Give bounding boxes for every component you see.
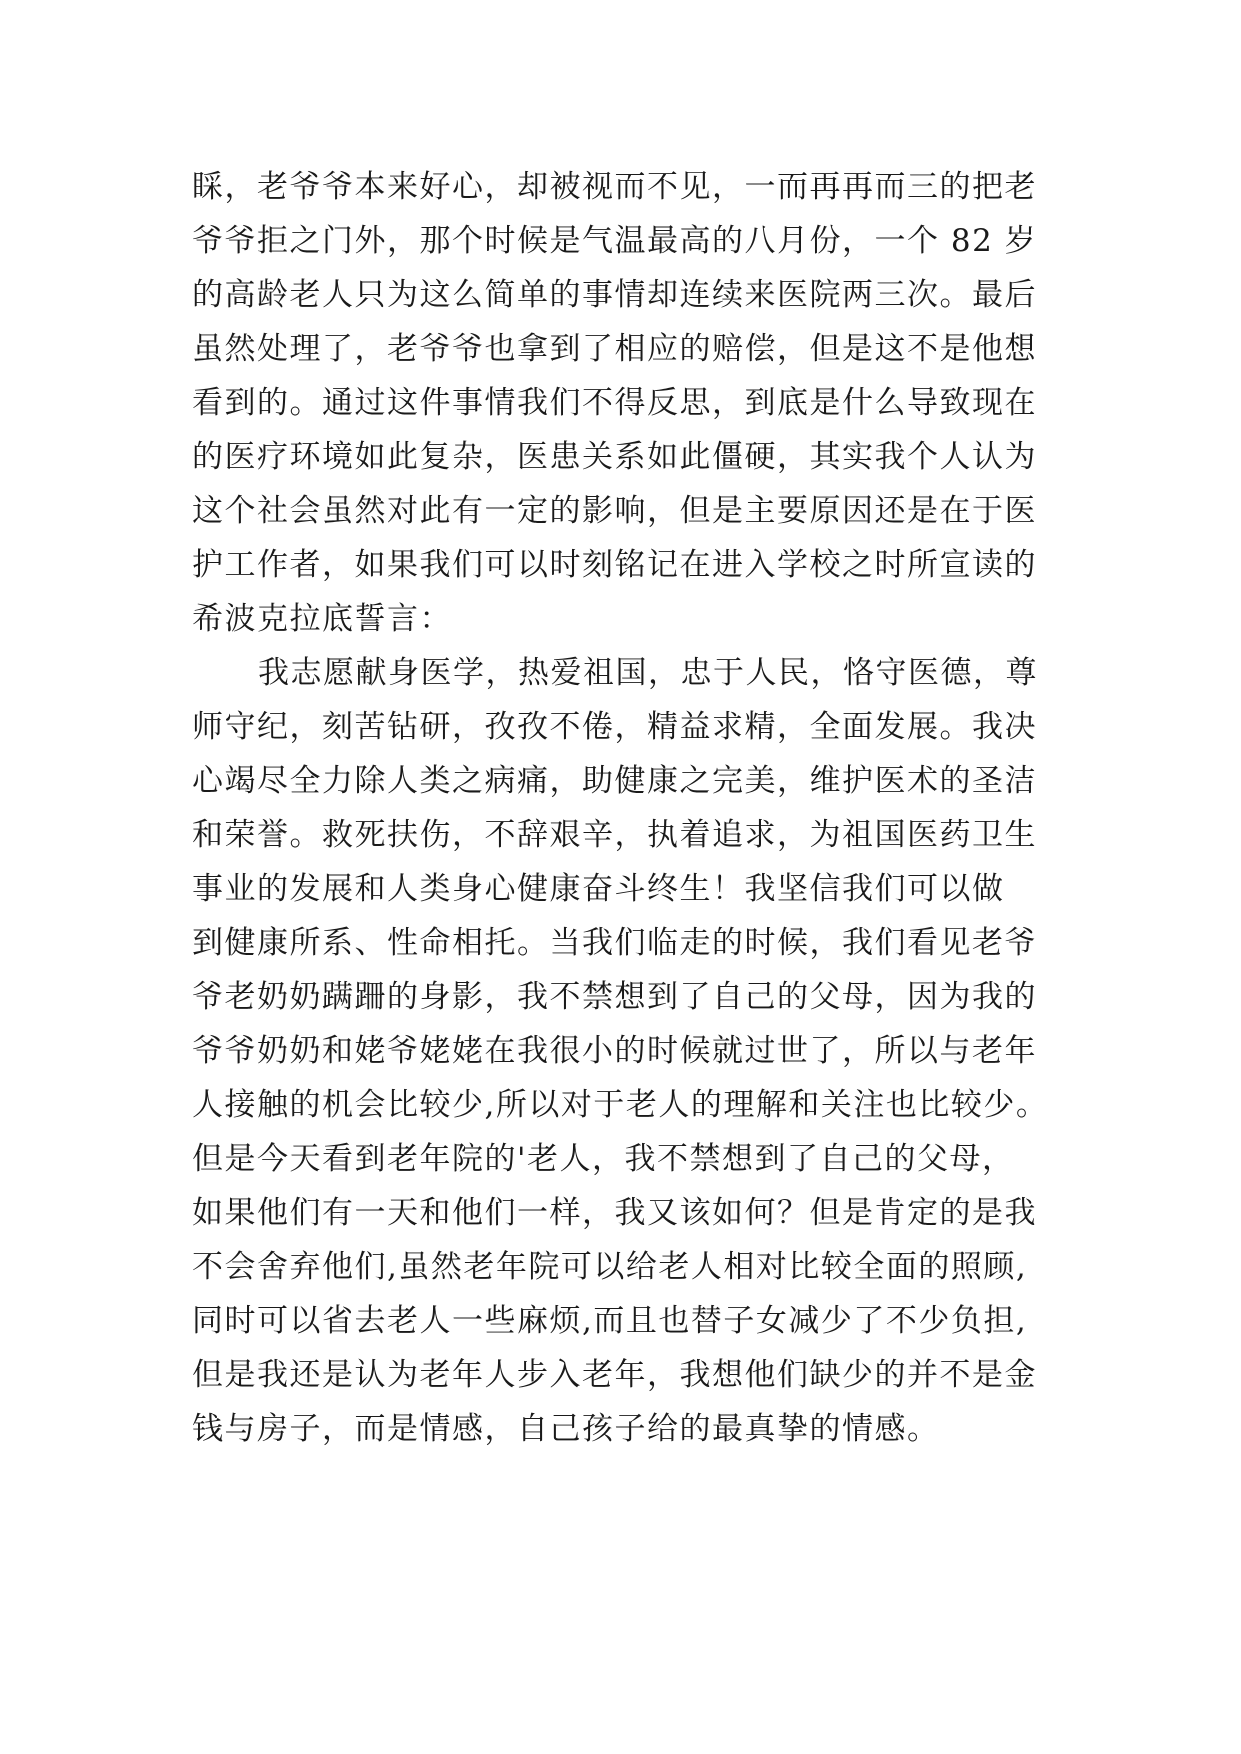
body-text <box>192 160 1072 1456</box>
text-line: 到健康所系、性命相托。当我们临走的时候，我们看见老爷 <box>192 925 1037 961</box>
text-line: 同时可以省去老人一些麻烦,而且也替子女减少了不少负担, <box>192 1303 1028 1339</box>
text-line: 人接触的机会比较少,所以对于老人的理解和关注也比较少。 <box>192 1087 1049 1123</box>
text-line: 虽然处理了，老爷爷也拿到了相应的赔偿，但是这不是他想 <box>192 331 1037 367</box>
text-line: 的医疗环境如此复杂，医患关系如此僵硬，其实我个人认为 <box>192 439 1037 475</box>
text-line: 爷爷奶奶和姥爷姥姥在我很小的时候就过世了，所以与老年 <box>192 1033 1037 1069</box>
text-line: 护工作者，如果我们可以时刻铭记在进入学校之时所宣读的 <box>192 547 1037 583</box>
text-line: 看到的。通过这件事情我们不得反思，到底是什么导致现在 <box>192 385 1037 421</box>
text-line: 这个社会虽然对此有一定的影响，但是主要原因还是在于医 <box>192 493 1037 529</box>
text-line: 爷老奶奶蹒跚的身影，我不禁想到了自己的父母，因为我的 <box>192 979 1037 1015</box>
text-line: 心竭尽全力除人类之病痛，助健康之完美，维护医术的圣洁 <box>192 763 1037 799</box>
text-line: 不会舍弃他们,虽然老年院可以给老人相对比较全面的照顾, <box>192 1249 1028 1285</box>
text-line: 但是我还是认为老年人步入老年，我想他们缺少的并不是金 <box>192 1357 1037 1393</box>
text-line: 的高龄老人只为这么简单的事情却连续来医院两三次。最后 <box>192 277 1037 313</box>
text-line: 希波克拉底誓言： <box>192 601 452 637</box>
text-line: 事业的发展和人类身心健康奋斗终生！我坚信我们可以做 <box>192 871 1005 907</box>
text-line: 但是今天看到老年院的'老人，我不禁想到了自己的父母， <box>192 1141 1015 1177</box>
text-line: 爷爷拒之门外，那个时候是气温最高的八月份，一个 82 岁 <box>192 223 1038 259</box>
text-line: 钱与房子，而是情感，自己孩子给的最真挚的情感。 <box>192 1411 940 1447</box>
text-line: 如果他们有一天和他们一样，我又该如何？但是肯定的是我 <box>192 1195 1037 1231</box>
paragraph-first-line: 我志愿献身医学，热爱祖国，忠于人民，恪守医德，尊 <box>258 655 1038 691</box>
text-line: 和荣誉。救死扶伤，不辞艰辛，执着追求，为祖国医药卫生 <box>192 817 1037 853</box>
text-line: 师守纪，刻苦钻研，孜孜不倦，精益求精，全面发展。我决 <box>192 709 1037 745</box>
text-line: 睬，老爷爷本来好心，却被视而不见，一而再再而三的把老 <box>192 169 1037 205</box>
